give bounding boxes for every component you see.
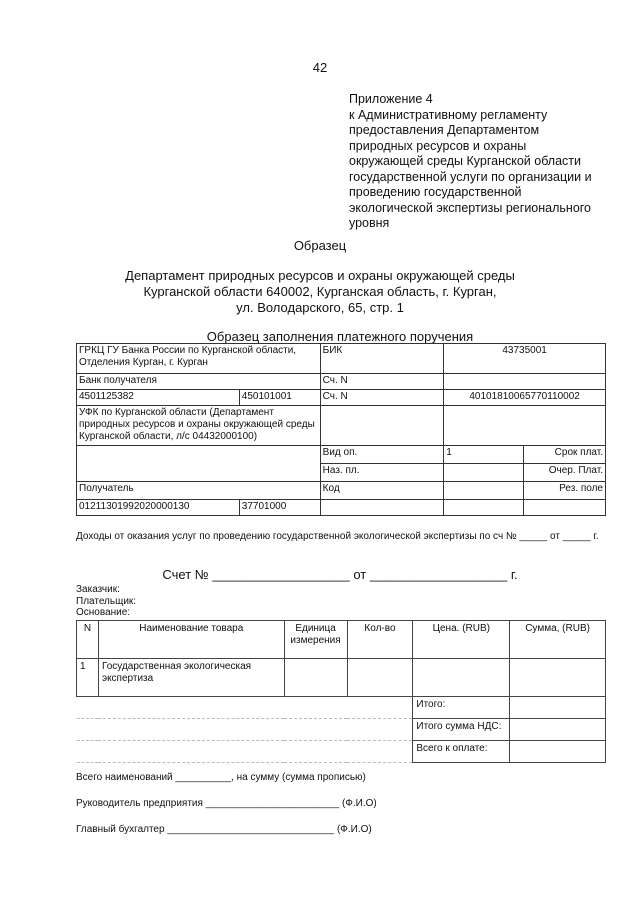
account-label: Сч. N bbox=[320, 374, 444, 390]
spacer bbox=[77, 697, 413, 719]
account-value: 40101810065770110002 bbox=[444, 390, 606, 406]
customer-label: Заказчик: bbox=[76, 584, 120, 595]
account-label-2: Сч. N bbox=[320, 390, 444, 406]
inn-value: 4501125382 bbox=[77, 390, 240, 406]
op-type-value: 1 bbox=[444, 446, 524, 464]
due-label: Срок плат. bbox=[524, 446, 606, 464]
code-label: Код bbox=[320, 482, 444, 500]
director-signature-line: Руководитель предприятия ________________________ (Ф.И.О) bbox=[76, 798, 377, 809]
bik-value: 43735001 bbox=[444, 344, 606, 374]
empty-cell bbox=[320, 500, 444, 516]
recipient-label: Получатель bbox=[77, 482, 321, 500]
purpose-label: Наз. пл. bbox=[320, 464, 444, 482]
appendix-line: проведению государственной bbox=[349, 185, 522, 199]
row-unit bbox=[284, 659, 347, 697]
goods-header: Наименование товара bbox=[98, 621, 284, 659]
goods-header: Кол-во bbox=[347, 621, 413, 659]
income-description: Доходы от оказания услуг по проведению государственной экологической экспертизы по сч № _____ от _____ г. bbox=[76, 531, 599, 542]
goods-header: Цена. (RUB) bbox=[413, 621, 510, 659]
vat-value bbox=[510, 719, 606, 741]
op-type-label: Вид оп. bbox=[320, 446, 444, 464]
bank-account-cell bbox=[444, 374, 606, 390]
form-title: Образец заполнения платежного поручения bbox=[206, 329, 474, 344]
invoice-line: Счет № ___________________ от ___________________ г. bbox=[162, 567, 518, 582]
items-total-line: Всего наименований __________, на сумму (сумма прописью) bbox=[76, 772, 366, 783]
appendix-line: природных ресурсов и охраны bbox=[349, 138, 527, 153]
goods-header: N bbox=[77, 621, 99, 659]
oktmo-value: 37701000 bbox=[239, 500, 320, 516]
appendix-line: уровня bbox=[349, 216, 390, 230]
bik-label: БИК bbox=[320, 344, 444, 374]
row-qty bbox=[347, 659, 413, 697]
payer-label: Плательщик: bbox=[76, 596, 137, 607]
appendix-line: к Административному регламенту bbox=[349, 107, 548, 122]
empty-cell bbox=[320, 406, 444, 446]
department-line: Курганской области 640002, Курганская область, г. Курган, bbox=[143, 284, 497, 299]
bank-details-table bbox=[76, 343, 606, 516]
order-label: Очер. Плат. bbox=[524, 464, 606, 482]
total-value bbox=[510, 697, 606, 719]
empty-cell bbox=[444, 500, 524, 516]
appendix-line: предоставления Департаментом bbox=[349, 123, 540, 137]
goods-table bbox=[76, 620, 606, 763]
vat-label: Итого сумма НДС: bbox=[413, 719, 510, 741]
page-number: 42 bbox=[312, 60, 328, 75]
appendix-line: экологической экспертизы регионального bbox=[349, 200, 592, 215]
recipient-bank-label: Банк получателя bbox=[77, 374, 321, 390]
row-sum bbox=[510, 659, 606, 697]
department-address bbox=[0, 268, 640, 316]
accountant-signature-line: Главный бухгалтер ______________________________ (Ф.И.О) bbox=[76, 824, 372, 835]
row-name: Государственная экологическая экспертиза bbox=[98, 659, 284, 697]
total-label: Итого: bbox=[413, 697, 510, 719]
empty-cell bbox=[444, 464, 524, 482]
appendix-heading bbox=[349, 92, 609, 232]
kpp-value: 450101001 bbox=[239, 390, 320, 406]
payable-value bbox=[510, 741, 606, 763]
bank-name: ГРКЦ ГУ Банка России по Курганской области, Отделения Курган, г. Курган bbox=[77, 344, 321, 374]
department-line: Департамент природных ресурсов и охраны окружающей среды bbox=[125, 268, 515, 283]
goods-header: Сумма, (RUB) bbox=[510, 621, 606, 659]
empty-cell bbox=[524, 500, 606, 516]
row-price bbox=[413, 659, 510, 697]
row-number: 1 bbox=[77, 659, 99, 697]
spacer bbox=[77, 741, 413, 763]
empty-cell bbox=[77, 446, 321, 482]
payable-label: Всего к оплате: bbox=[413, 741, 510, 763]
appendix-line: Приложение 4 bbox=[349, 92, 433, 106]
empty-cell bbox=[444, 482, 524, 500]
recipient-name: УФК по Курганской области (Департамент природных ресурсов и охраны окружающей среды Курганской области, л/с 04432000100) bbox=[77, 406, 321, 446]
department-line: ул. Володарского, 65, стр. 1 bbox=[236, 300, 404, 315]
sample-label: Образец bbox=[293, 238, 347, 253]
appendix-line: государственной услуги по организации и bbox=[349, 169, 592, 184]
basis-label: Основание: bbox=[76, 607, 131, 618]
spacer bbox=[77, 719, 413, 741]
appendix-line: окружающей среды Курганской области bbox=[349, 154, 581, 168]
empty-cell bbox=[444, 406, 606, 446]
goods-header: Единица измерения bbox=[284, 621, 347, 659]
reserve-label: Рез. поле bbox=[524, 482, 606, 500]
kbk-value: 01211301992020000130 bbox=[77, 500, 240, 516]
